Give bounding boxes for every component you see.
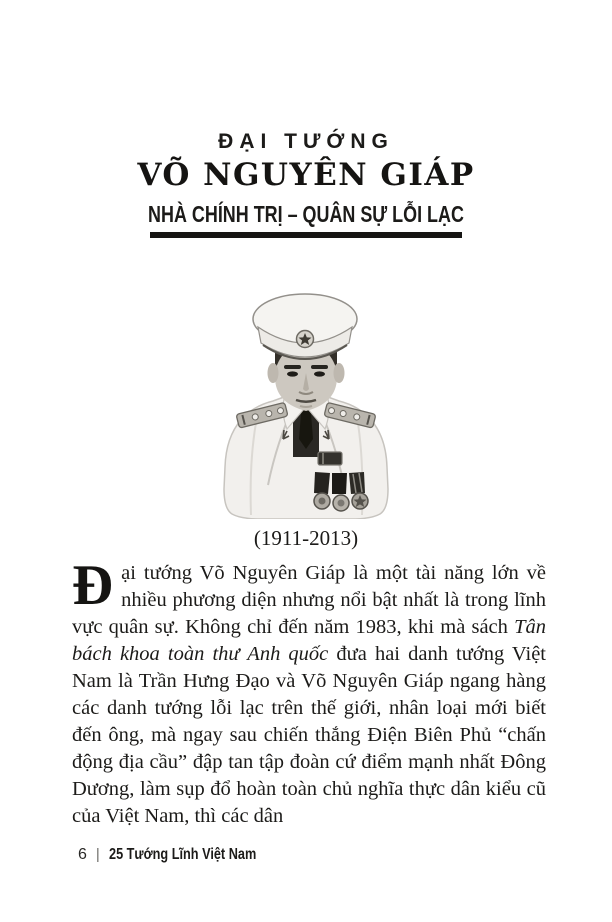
chapter-pretitle: ĐẠI TƯỚNG [218, 130, 394, 153]
body-text-lead: ại tướng Võ Nguyên Giáp là một tài năng lớn về nhiều phương diện nhưng nổi bật nhất là trong lĩnh vực quân sự. Không chỉ đến năm 1983, khi mà sách [72, 562, 546, 638]
drop-cap: Đ [72, 554, 114, 617]
chapter-header [0, 0, 612, 238]
body-text-rest: đưa hai danh tướng Việt Nam là Trần Hưng Đạo và Võ Nguyên Giáp ngang hàng các danh tướng lỗi lạc trên thế giới, nhân loại mới biết đến ông, mà ngay sau chiến thắng Điện Biên Phủ “chấn động địa cầu” đập tan tập đoàn cứ điểm mạnh nhất Đông Dương, làm sụp đổ hoàn toàn chủ nghĩa thực dân kiểu cũ của Việt Nam, thì các dân [72, 643, 546, 827]
portrait-figure [0, 289, 612, 551]
footer-book-title: 25 Tướng Lĩnh Việt Nam [108, 846, 257, 863]
page-footer [78, 846, 288, 864]
body-italic-book-title: Tân bách khoa toàn thư Anh quốc [72, 616, 546, 665]
footer-separator: | [95, 846, 100, 863]
portrait-caption: (1911-2013) [253, 526, 359, 550]
chapter-subtitle: NHÀ CHÍNH TRỊ – QUÂN SỰ LỖI LẠC [148, 201, 464, 227]
portrait-photo [211, 289, 401, 519]
chapter-title: VÕ NGUYÊN GIÁP [137, 157, 475, 193]
header-rule [150, 232, 462, 238]
page-number: 6 [78, 846, 87, 863]
body-paragraph [72, 554, 546, 830]
